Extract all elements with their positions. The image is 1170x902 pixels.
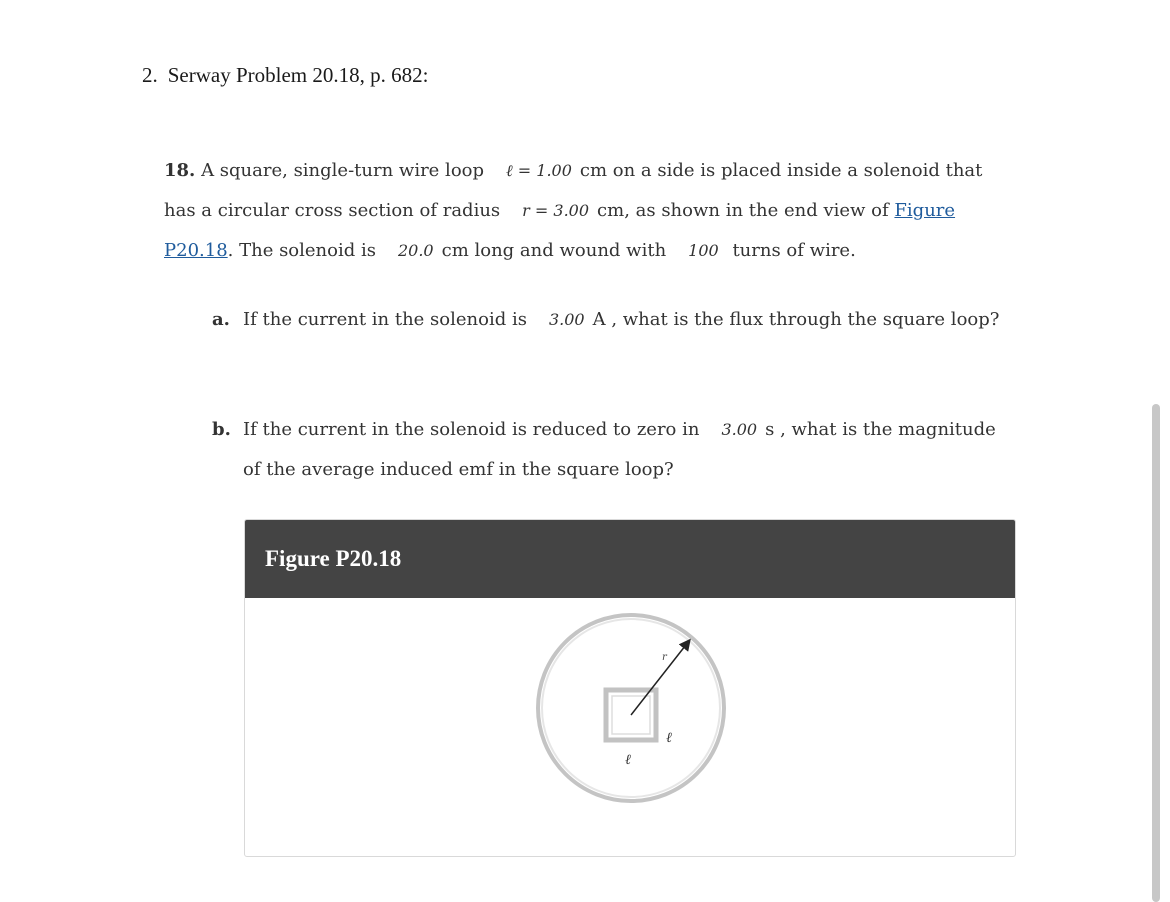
- problem-heading: [142, 63, 438, 88]
- radius-arrow: [631, 641, 689, 715]
- problem-text-4: . The solenoid is: [227, 240, 376, 261]
- var-radius: r = 3.00: [522, 201, 590, 220]
- figure-title: Figure P20.18: [245, 520, 1015, 598]
- var-turns: 100: [688, 241, 719, 260]
- scrollbar[interactable]: [1152, 404, 1160, 902]
- part-b-text: [243, 410, 1002, 490]
- figure-box: [244, 519, 1016, 857]
- part-a: [212, 300, 1002, 340]
- var-time: 3.00: [721, 420, 758, 439]
- unit-cm-3: cm: [441, 240, 469, 261]
- problem-heading-number: 2.: [142, 63, 158, 87]
- problem-text-3: , as shown in the end view of: [624, 200, 889, 221]
- problem-text-1: A square, single-turn wire loop: [201, 160, 485, 181]
- problem-number: 18.: [164, 160, 196, 181]
- part-b: [212, 410, 1002, 490]
- part-a-text-1: If the current in the solenoid is: [243, 309, 527, 330]
- part-a-label: a.: [212, 309, 230, 330]
- problem-text-6: turns of wire.: [732, 240, 856, 261]
- problem-heading-text: Serway Problem 20.18, p. 682:: [167, 63, 429, 87]
- radius-label: r: [662, 652, 667, 663]
- problem-text-5: long and wound with: [474, 240, 667, 261]
- side-label-right: ℓ: [666, 730, 672, 746]
- part-a-text-2: , what is the flux through the square loop?: [611, 309, 1000, 330]
- unit-cm-1: cm: [579, 160, 608, 181]
- side-label-bottom: ℓ: [625, 752, 631, 768]
- part-b-text-2: , what is the magnitude of the average induced emf in the square loop?: [243, 419, 996, 480]
- part-a-text: [243, 300, 1002, 340]
- part-b-label: b.: [212, 419, 231, 440]
- unit-ampere: A: [592, 309, 606, 330]
- figure-link[interactable]: Figure P20.18: [164, 200, 956, 261]
- var-side-length: ℓ = 1.00: [506, 161, 572, 180]
- var-current: 3.00: [548, 310, 585, 329]
- problem-statement: [164, 151, 1004, 271]
- var-solenoid-length: 20.0: [397, 241, 434, 260]
- unit-second: s: [765, 419, 775, 440]
- solenoid-diagram: [245, 598, 1016, 857]
- problem-text-2: on a side is placed inside a solenoid that has a circular cross section of radius: [164, 160, 983, 221]
- part-b-text-1: If the current in the solenoid is reduced to zero in: [243, 419, 700, 440]
- unit-cm-2: cm: [597, 200, 625, 221]
